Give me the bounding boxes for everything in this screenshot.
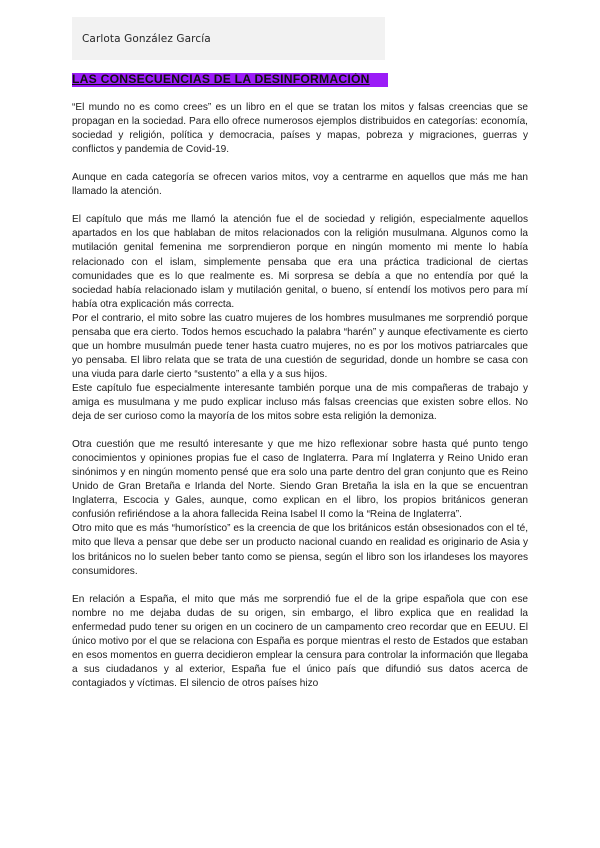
- page-header: [72, 17, 385, 60]
- document-title: [72, 73, 388, 87]
- paragraph-four-wives: Por el contrario, el mito sobre las cuatro mujeres de los hombres musulmanes me sorprendió porque pensaba que era cierto. Todos hemos escuchado la palabra “harén” y aunque efectivamente es cierto que un hombre musulmán puede tener hasta cuatro mujeres, no es por los motivos patriarcales que yo pensaba. El libro relata que se trata de una cuestión de seguridad, donde un hombre se casa con una viuda para darle cierto “sustento” a ella y a sus hijos.: [72, 312, 528, 380]
- paragraph-coworker: Este capítulo fue especialmente interesante también porque una de mis compañeras de trabajo y amiga es musulmana y me pudo explicar incluso más falsas creencias que existen sobre ellos. No deja de ser curioso como la mayoría de los mitos sobre esta religión la demoniza.: [72, 382, 528, 423]
- paragraph-tea: Otro mito que es más “humorístico” es la creencia de que los británicos están obsesionados con el té, mito que lleva a pensar que debe ser un producto nacional cuando en realidad es originario de Asia y los británicos no lo suelen beber tanto como se piensa, según el libro son los irlandeses los mayores consumidores.: [72, 523, 528, 577]
- document-title-text: LAS CONSECUENCIAS DE LA DESINFORMACIÓN: [72, 73, 370, 86]
- paragraph-focus: Aunque en cada categoría se ofrecen varios mitos, voy a centrarme en aquellos que más me han llamado la atención.: [72, 172, 528, 198]
- paragraph-religion: El capítulo que más me llamó la atención fue el de sociedad y religión, especialmente aquellos apartados en los que hablaban de mitos relacionados con la religión musulmana. Algunos como la mutilación genital femenina me sorprendieron porque en ningún momento mi mente lo había relacionado con el islam, simplemente pensaba que era una práctica tradicional de ciertas comunidades que es lo que realmente es. Mi sorpresa se debía a que no entendía por qué la sociedad había relacionado islam y mutilación genital, o bueno, sí entendí los motivos pero para mí había otra explicación más correcta.: [72, 214, 528, 310]
- author-name: Carlota González García: [82, 32, 211, 45]
- paragraph-spain: En relación a España, el mito que más me sorprendió fue el de la gripe española que con ese nombre no me dejaba dudas de su origen, sin embargo, el libro explica que en realidad la enfermedad pudo tener su origen en un cocinero de un campamento creo recordar que en EEUU. El único motivo por el que se relaciona con España es porque mientras el resto de Estados que estaban en esos momentos en guerra decidieron emplear la censura para controlar la información que llegaba a sus ciudadanos y al exterior, España fue el único país que difundió sus datos acerca de contagiados y víctimas. El silencio de otros países hizo: [72, 593, 528, 689]
- paragraph-england: Otra cuestión que me resultó interesante y que me hizo reflexionar sobre hasta qué punto tengo conocimientos y opiniones propias fue el caso de Inglaterra. Para mí Inglaterra y Reino Unido eran sinónimos y en ningún momento pensé que era solo una parte dentro del gran conjunto que es Reino Unido de Gran Bretaña e Irlanda del Norte. Siendo Gran Bretaña la isla en la que se encuentran Inglaterra, Escocia y Gales, aunque, como explican en el libro, los propios británicos generan confusión refiriéndose a la ahora fallecida Reina Isabel II como la “Reina de Inglaterra”.: [72, 439, 528, 521]
- paragraph-intro: “El mundo no es como crees” es un libro en el que se tratan los mitos y falsas creencias que se propagan en la sociedad. Para ello ofrece numerosos ejemplos distribuidos en categorías: economía, sociedad y religión, política y democracia, países y mapas, pobreza y migraciones, guerras y conflictos y pandemia de Covid-19.: [72, 102, 528, 156]
- document-body: [72, 101, 528, 841]
